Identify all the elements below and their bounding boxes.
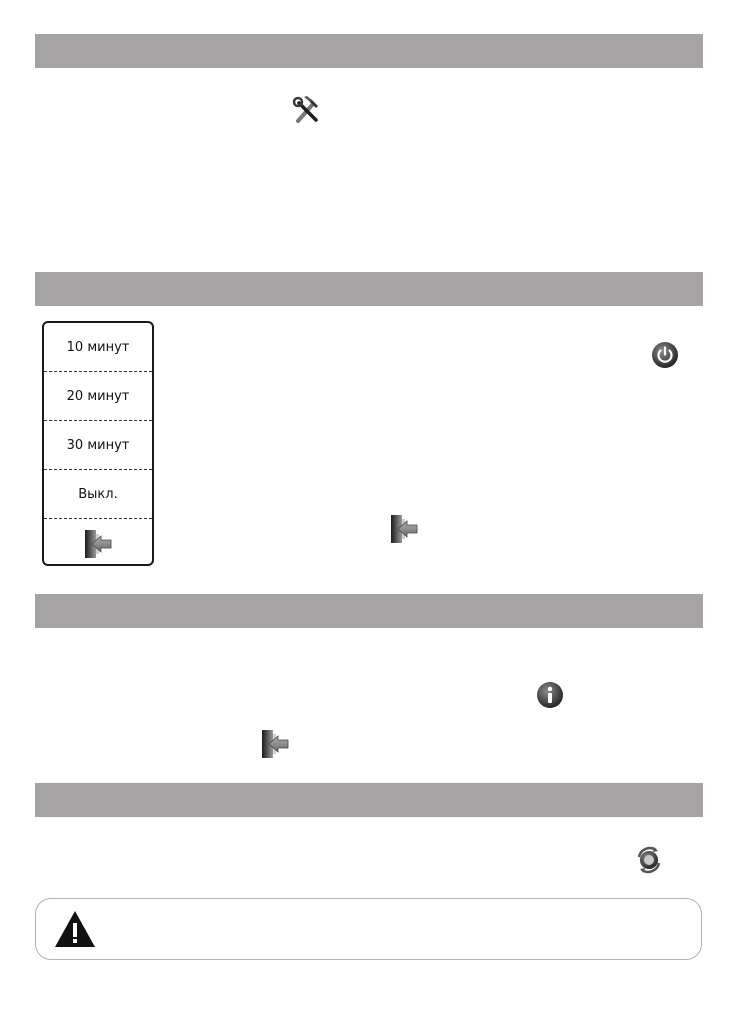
section-header-info <box>35 594 703 628</box>
warning-icon <box>53 909 97 949</box>
menu-item-label: 30 минут <box>66 438 130 453</box>
section-header-settings <box>35 34 703 68</box>
warning-note <box>35 898 702 960</box>
menu-item-label: 10 минут <box>66 340 130 355</box>
menu-item-label: 20 минут <box>66 389 130 404</box>
menu-item-off[interactable] <box>44 470 152 519</box>
section-header-auto-off <box>35 272 703 306</box>
menu-item-20-min[interactable] <box>44 372 152 421</box>
back-arrow-icon <box>389 514 419 544</box>
menu-item-label: Выкл. <box>78 487 118 502</box>
menu-item-10-min[interactable] <box>44 323 152 372</box>
menu-item-back[interactable] <box>44 519 152 568</box>
reset-icon <box>634 845 664 875</box>
power-icon <box>651 341 679 369</box>
tools-icon <box>291 95 323 127</box>
info-icon <box>536 681 564 709</box>
section-header-reset <box>35 783 703 817</box>
back-arrow-icon <box>83 529 113 559</box>
timer-menu <box>42 321 154 566</box>
back-arrow-icon <box>260 729 290 759</box>
menu-item-30-min[interactable] <box>44 421 152 470</box>
